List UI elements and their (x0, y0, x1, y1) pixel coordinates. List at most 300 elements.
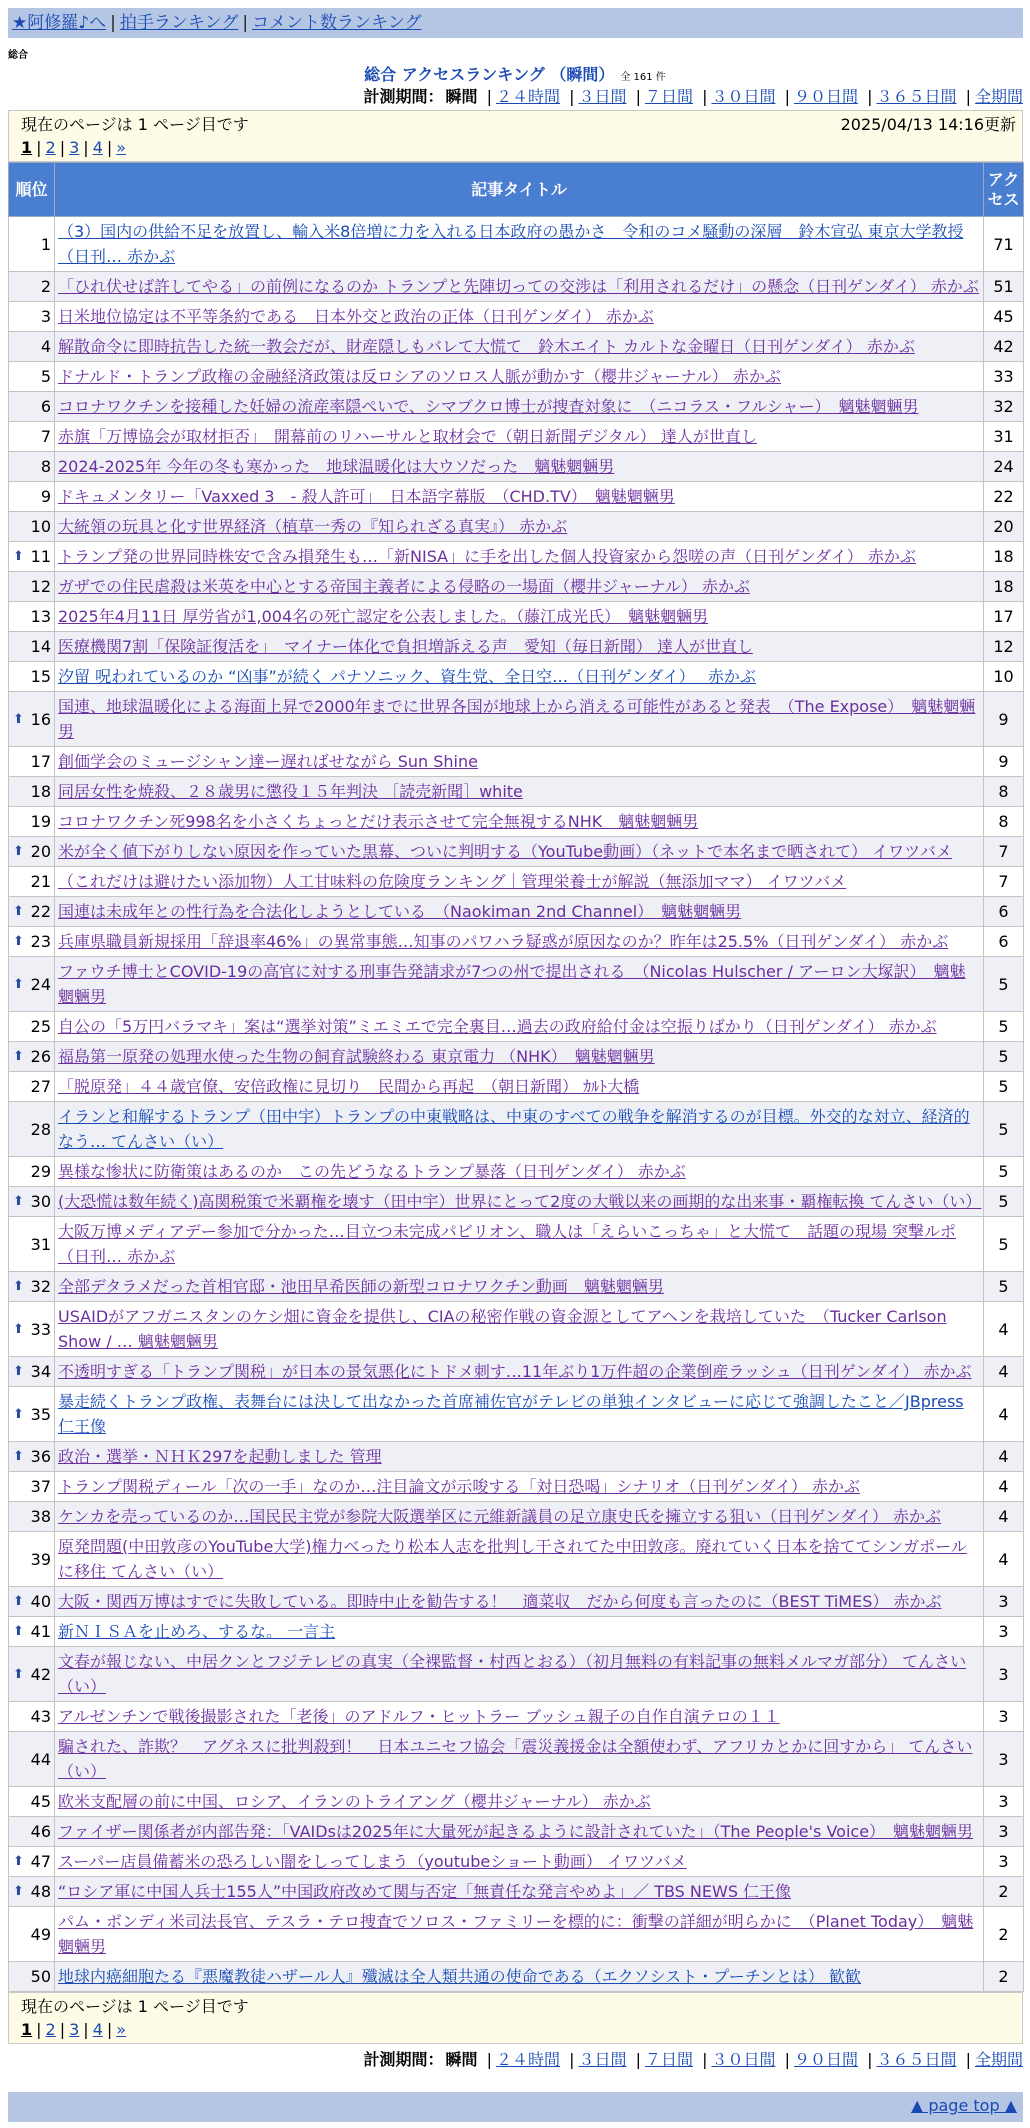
up-arrow-icon: ⬆ (13, 1594, 24, 1609)
article-title-link[interactable]: 日米地位協定は不平等条約である 日本外交と政治の正体（日刊ゲンダイ） 赤かぶ (58, 307, 654, 326)
rank-cell (9, 512, 55, 542)
article-title-link[interactable]: 異様な惨状に防衛策はあるのか この先どうなるトランプ暴落（日刊ゲンダイ） 赤かぶ (58, 1162, 686, 1181)
rank-number: 20 (30, 842, 51, 861)
rank-cell (9, 957, 55, 1012)
up-arrow-icon: ⬆ (13, 1884, 24, 1899)
up-arrow-icon: ⬆ (13, 1624, 24, 1639)
access-count: 3 (984, 1787, 1024, 1817)
article-title-link[interactable]: 不透明すぎる「トランプ関税」が日本の景気悪化にトドメ刺す…11年ぶり1万件超の企業倒産ラッシュ（日刊ゲンダイ） 赤かぶ (58, 1362, 972, 1381)
rank-number: 28 (30, 1119, 51, 1139)
rank-number: 25 (30, 1017, 51, 1036)
article-title-link[interactable]: コロナワクチン死998名を小さくちょっとだけ表示させて完全無視するNHK 魑魅魍魎男 (58, 812, 699, 831)
title-cell (55, 1072, 984, 1102)
table-row (9, 1387, 1024, 1442)
up-arrow-icon: ⬆ (13, 1279, 24, 1294)
rank-number: 8 (40, 457, 51, 476)
rank-cell (9, 452, 55, 482)
title-header: 記事タイトル (55, 163, 984, 217)
rank-number: 41 (30, 1622, 51, 1641)
table-row (9, 1617, 1024, 1647)
article-title-link[interactable]: 文春が報じない、中居クンとフジテレビの真実（全裸監督・村西とおる）（初月無料の有料記事の無料メルマガ部分） てんさい（い） (58, 1652, 967, 1696)
up-arrow-icon: ⬆ (13, 711, 24, 727)
article-title-link[interactable]: 医療機関7割「保険証復活を」 マイナー体化で負担増訴える声 愛知（毎日新聞） 達人が世直し (58, 637, 753, 656)
table-row (9, 1442, 1024, 1472)
rank-cell (9, 392, 55, 422)
page-4-link[interactable]: 4 (92, 2020, 103, 2039)
rank-cell (9, 1907, 55, 1962)
period-current: 瞬間 (445, 87, 478, 106)
rank-number: 39 (30, 1549, 51, 1569)
rank-cell (9, 1072, 55, 1102)
title-cell (55, 1272, 984, 1302)
rank-cell (9, 1102, 55, 1157)
access-count: 4 (984, 1387, 1024, 1442)
table-row (9, 1787, 1024, 1817)
rank-number: 13 (30, 607, 51, 626)
rank-number: 30 (30, 1192, 51, 1211)
access-count: 32 (984, 392, 1024, 422)
up-arrow-icon: ⬆ (13, 1854, 24, 1869)
rank-cell (9, 1847, 55, 1877)
article-title-link[interactable]: イランと和解するトランプ（田中宇）トランプの中東戦略は、中東のすべての戦争を解消するのが目標。外交的な対立、経済的なう… てんさい（い） (58, 1107, 970, 1151)
access-count: 3 (984, 1702, 1024, 1732)
title-cell (55, 1442, 984, 1472)
page-links: 1 | 2 | 3 | 4 | » (21, 2020, 127, 2039)
rank-cell (9, 1502, 55, 1532)
rank-cell (9, 807, 55, 837)
title-cell (55, 452, 984, 482)
rank-cell (9, 1387, 55, 1442)
article-title-link[interactable]: 創価学会のミュージシャン達ー遅ればせながら Sun Shine (58, 752, 478, 771)
access-count: 6 (984, 897, 1024, 927)
rank-number: 10 (30, 517, 51, 536)
table-row (9, 632, 1024, 662)
table-row (9, 482, 1024, 512)
access-count: 4 (984, 1302, 1024, 1357)
rank-number: 34 (30, 1362, 51, 1381)
rank-number: 26 (30, 1047, 51, 1066)
access-count: 9 (984, 747, 1024, 777)
article-title-link[interactable]: 「ひれ伏せば許してやる」の前例になるのか トランプと先陣切っての交渉は「利用されるだけ」の懸念（日刊ゲンダイ） 赤かぶ (58, 277, 979, 296)
rank-number: 2 (40, 277, 51, 296)
table-row (9, 807, 1024, 837)
table-row (9, 1272, 1024, 1302)
rank-number: 32 (30, 1277, 51, 1296)
table-row (9, 867, 1024, 897)
period-7d[interactable]: ７日間 (644, 87, 693, 106)
rank-cell (9, 1157, 55, 1187)
article-title-link[interactable]: 大統領の玩具と化す世界経済（植草一秀の『知られざる真実』） 赤かぶ (58, 517, 568, 536)
rank-cell (9, 1357, 55, 1387)
table-row (9, 217, 1024, 272)
article-title-link[interactable]: 原発問題(中田敦彦のYouTube大学)権力べったり松本人志を批判し干されてた中田敦彦。廃れていく日本を捨ててシンガポールに移住 てんさい（い） (58, 1537, 967, 1581)
title-cell (55, 777, 984, 807)
title-cell (55, 302, 984, 332)
title-cell (55, 362, 984, 392)
rank-number: 31 (30, 1234, 51, 1254)
article-title-link[interactable]: ドキュメンタリー「Vaxxed 3 - 殺人許可」 日本語字幕版 （CHD.TV） 魑魅魍魎男 (58, 487, 675, 506)
access-count: 51 (984, 272, 1024, 302)
title-cell (55, 747, 984, 777)
total-count: 全 161 件 (620, 72, 666, 83)
title-cell (55, 807, 984, 837)
page-links: 1 | 2 | 3 | 4 | » (21, 138, 127, 157)
ranking-heading (0, 62, 1030, 85)
article-title-link[interactable]: 政治・選挙・ＮＨＫ297を起動しました 管理 (58, 1447, 382, 1466)
table-row (9, 927, 1024, 957)
title-cell (55, 572, 984, 602)
rank-cell (9, 1587, 55, 1617)
rank-number: 21 (30, 872, 51, 891)
access-count: 10 (984, 662, 1024, 692)
rank-cell (9, 1012, 55, 1042)
up-arrow-icon: ⬆ (13, 1364, 24, 1379)
table-row (9, 452, 1024, 482)
table-row (9, 1732, 1024, 1787)
title-cell (55, 1502, 984, 1532)
rank-cell (9, 1302, 55, 1357)
article-title-link[interactable]: 大阪万博メディアデー参加で分かった…目立つ未完成パビリオン、職人は「えらいこっちゃ」と大慌て 話題の現場 突撃ルポ（日刊… 赤かぶ (58, 1222, 957, 1266)
title-cell (55, 837, 984, 867)
table-row (9, 1962, 1024, 1992)
access-count: 8 (984, 807, 1024, 837)
article-title-link[interactable]: USAIDがアフガニスタンのケシ畑に資金を提供し、CIAの秘密作戦の資金源としてアヘンを栽培していた （Tucker Carlson Show / … 魑魅魍魎男 (58, 1307, 947, 1351)
access-count: 3 (984, 1847, 1024, 1877)
article-title-link[interactable]: 2025年4月11日 厚労省が1,004名の死亡認定を公表しました。（藤江成光氏） 魑魅魍魎男 (58, 607, 709, 626)
rank-number: 29 (30, 1162, 51, 1181)
table-row (9, 957, 1024, 1012)
title-cell (55, 1472, 984, 1502)
rank-number: 6 (40, 397, 51, 416)
rank-cell (9, 1272, 55, 1302)
table-row (9, 1072, 1024, 1102)
table-row (9, 1357, 1024, 1387)
rank-cell (9, 1532, 55, 1587)
article-title-link[interactable]: 自公の「5万円バラマキ」案は“選挙対策”ミエミエで完全裏目…過去の政府給付金は空振りばかり（日刊ゲンダイ） 赤かぶ (58, 1017, 937, 1036)
rank-number: 40 (30, 1592, 51, 1611)
page-current: 1 (21, 2020, 33, 2039)
page-4-link[interactable]: 4 (92, 138, 103, 157)
rank-number: 7 (40, 427, 51, 446)
rank-number: 35 (30, 1404, 51, 1424)
rank-cell (9, 692, 55, 747)
pager-top (8, 110, 1023, 162)
rank-number: 12 (30, 577, 51, 596)
article-title-link[interactable]: 騙された、詐欺？ アグネスに批判殺到！ 日本ユニセフ協会「震災義援金は全額使わず、アフリカとかに回すから」 てんさい（い） (58, 1737, 973, 1781)
table-row (9, 1187, 1024, 1217)
rank-cell (9, 1877, 55, 1907)
rank-cell (9, 897, 55, 927)
article-title-link[interactable]: 地球内癌細胞たる『悪魔教徒ハザール人』殲滅は全人類共通の使命である（エクソシスト・プーチンとは） 歓歓 (58, 1967, 862, 1986)
applause-ranking-link[interactable]: 拍手ランキング (119, 13, 239, 33)
period-90d[interactable]: ９０日間 (793, 87, 858, 106)
title-cell (55, 927, 984, 957)
rank-number: 22 (30, 902, 51, 921)
rank-number: 49 (30, 1924, 51, 1944)
period-selector-top: 計測期間： 瞬間 | ２４時間 | ３日間 | ７日間 | ３０日間 | ９０日間 | ３６５日間 | 全期間 (363, 87, 1023, 106)
title-cell (55, 1617, 984, 1647)
access-count: 2 (984, 1877, 1024, 1907)
article-title-link[interactable]: ケンカを売っているのか…国民民主党が参院大阪選挙区に元維新議員の足立康史氏を擁立する狙い（日刊ゲンダイ） 赤かぶ (58, 1507, 942, 1526)
article-title-link[interactable]: ファウチ博士とCOVID-19の高官に対する刑事告発請求が7つの州で提出される （Nicolas Hulscher / アーロン大塚訳） 魑魅魍魎男 (58, 962, 966, 1006)
table-row (9, 1647, 1024, 1702)
title-cell (55, 1012, 984, 1042)
period-24h[interactable]: ２４時間 (495, 2050, 560, 2069)
access-count: 4 (984, 1472, 1024, 1502)
rank-cell (9, 362, 55, 392)
article-title-link[interactable]: ファイザー関係者が内部告発：「VAIDsは2025年に大量死が起きるように設計されていた」（The People's Voice） 魑魅魍魎男 (58, 1822, 974, 1841)
rank-cell (9, 572, 55, 602)
access-count: 5 (984, 1072, 1024, 1102)
period-365d[interactable]: ３６５日間 (876, 2050, 957, 2069)
title-cell (55, 1702, 984, 1732)
title-cell (55, 1877, 984, 1907)
title-cell (55, 1647, 984, 1702)
table-row (9, 662, 1024, 692)
rank-number: 16 (30, 709, 51, 729)
rank-cell (9, 837, 55, 867)
rank-number: 4 (40, 337, 51, 356)
rank-number: 19 (30, 812, 51, 831)
title-cell (55, 1157, 984, 1187)
period-30d[interactable]: ３０日間 (711, 2050, 776, 2069)
rank-number: 15 (30, 667, 51, 686)
access-count: 4 (984, 1502, 1024, 1532)
table-row (9, 1217, 1024, 1272)
period-3d[interactable]: ３日間 (578, 87, 627, 106)
access-count: 4 (984, 1532, 1024, 1587)
access-count: 20 (984, 512, 1024, 542)
article-title-link[interactable]: （これだけは避けたい添加物）人工甘味料の危険度ランキング｜管理栄養士が解説（無添加ママ） イワツバメ (58, 872, 847, 891)
article-title-link[interactable]: 兵庫県職員新規採用「辞退率46%」の異常事態…知事のパワハラ疑惑が原因なのか？昨年は25.5%（日刊ゲンダイ） 赤かぶ (58, 932, 949, 951)
table-row (9, 747, 1024, 777)
article-title-link[interactable]: 米が全く値下がりしない原因を作っていた黒幕、ついに判明する（YouTube動画）（ネットで本名まで晒されて） イワツバメ (58, 842, 952, 861)
rank-number: 3 (40, 307, 51, 326)
article-title-link[interactable]: アルゼンチンで戦後撮影された「老後」のアドルフ・ヒットラー ブッシュ親子の自作自演テロの１１ (58, 1707, 780, 1726)
rank-cell (9, 332, 55, 362)
rank-cell (9, 1042, 55, 1072)
article-title-link[interactable]: (大恐慌は数年続く)高関税策で米覇権を壊す（田中宇）世界にとって2度の大戦以来の画期的な出来事・覇権転換 てんさい（い） (58, 1192, 982, 1211)
table-row (9, 837, 1024, 867)
article-title-link[interactable]: 赤旗「万博協会が取材拒否」 開幕前のリハーサルと取材会で（朝日新聞デジタル） 達人が世直し (58, 427, 757, 446)
access-count: 5 (984, 957, 1024, 1012)
table-row (9, 1817, 1024, 1847)
rank-cell (9, 632, 55, 662)
access-count: 2 (984, 1962, 1024, 1992)
rank-cell (9, 1732, 55, 1787)
period-365d[interactable]: ３６５日間 (876, 87, 957, 106)
table-row (9, 1847, 1024, 1877)
access-count: 3 (984, 1647, 1024, 1702)
rank-number: 5 (40, 367, 51, 386)
article-title-link[interactable]: ガザでの住民虐殺は米英を中心とする帝国主義者による侵略の一場面（櫻井ジャーナル） 赤かぶ (58, 577, 750, 596)
title-cell (55, 602, 984, 632)
access-count: 7 (984, 867, 1024, 897)
rank-number: 23 (30, 932, 51, 951)
up-arrow-icon: ⬆ (13, 976, 24, 992)
rank-cell (9, 1617, 55, 1647)
article-title-link[interactable]: 新ＮＩＳＡを止めろ、するな。 一言主 (58, 1622, 336, 1641)
up-arrow-icon: ⬆ (13, 1321, 24, 1337)
period-all[interactable]: 全期間 (974, 2050, 1023, 2069)
table-row (9, 602, 1024, 632)
article-title-link[interactable]: トランプ関税ディール「次の一手」なのか…注目論文が示唆する「対日恐喝」シナリオ（日刊ゲンダイ） 赤かぶ (58, 1477, 861, 1496)
access-count: 18 (984, 542, 1024, 572)
period-3d[interactable]: ３日間 (578, 2050, 627, 2069)
table-row (9, 572, 1024, 602)
next-page-link[interactable]: » (116, 138, 127, 157)
rank-cell (9, 662, 55, 692)
table-header-row (9, 163, 1024, 217)
article-title-link[interactable]: 汐留 呪われているのか “凶事”が続く パナソニック、資生党、全日空…（日刊ゲンダイ） 赤かぶ (58, 667, 756, 686)
title-cell (55, 1847, 984, 1877)
title-cell (55, 392, 984, 422)
up-arrow-icon: ⬆ (13, 1666, 24, 1682)
up-arrow-icon: ⬆ (13, 549, 24, 564)
table-row (9, 272, 1024, 302)
bottom-navigation (8, 2092, 1023, 2122)
rank-number: 11 (30, 547, 51, 566)
rank-number: 36 (30, 1447, 51, 1466)
period-all[interactable]: 全期間 (974, 87, 1023, 106)
title-cell (55, 867, 984, 897)
table-row (9, 422, 1024, 452)
article-title-link[interactable]: パム・ボンディ米司法長官、テスラ・テロ捜査でソロス・ファミリーを標的に：衝撃の詳細が明らかに （Planet Today） 魑魅魍魎男 (58, 1912, 974, 1956)
article-title-link[interactable]: 国連は未成年との性行為を合法化しようとしている （Naokiman 2nd Channel） 魑魅魍魎男 (58, 902, 742, 921)
title-cell (55, 957, 984, 1012)
rank-cell (9, 777, 55, 807)
article-title-link[interactable]: 大阪・関西万博はすでに失敗している。即時中止を勧告する！ 適菜収 だから何度も言ったのに（BEST TiMES） 赤かぶ (58, 1592, 942, 1611)
period-label: 計測期間： (363, 2050, 444, 2069)
page-2-link[interactable]: 2 (45, 138, 56, 157)
article-title-link[interactable]: 解散命令に即時抗告した統一教会だが、財産隠しもバレて大慌て 鈴木エイト カルトな金曜日（日刊ゲンダイ） 赤かぶ (58, 337, 915, 356)
article-title-link[interactable]: 欧米支配層の前に中国、ロシア、イランのトライアング（櫻井ジャーナル） 赤かぶ (58, 1792, 651, 1811)
up-arrow-icon: ⬆ (13, 934, 24, 949)
access-count: 5 (984, 1187, 1024, 1217)
rank-cell (9, 302, 55, 332)
page-3-link[interactable]: 3 (69, 138, 80, 157)
period-selector-bottom: 計測期間： 瞬間 | ２４時間 | ３日間 | ７日間 | ３０日間 | ９０日間 | ３６５日間 | 全期間 (363, 2050, 1023, 2069)
article-title-link[interactable]: 「脱原発」４４歳官僚、安倍政権に見切り 民間から再起 （朝日新聞） ｶﾙﾄ大橋 (58, 1077, 640, 1096)
article-title-link[interactable]: 全部デタラメだった首相官邸・池田早希医師の新型コロナワクチン動画 魑魅魍魎男 (58, 1277, 664, 1296)
access-count: 71 (984, 217, 1024, 272)
table-row (9, 1587, 1024, 1617)
rank-cell (9, 1787, 55, 1817)
table-row (9, 362, 1024, 392)
rank-cell (9, 1442, 55, 1472)
article-title-link[interactable]: スーパー店員備蓄米の恐ろしい闇をしってしまう（youtubeショート動画） イワツバメ (58, 1852, 687, 1871)
rank-cell (9, 867, 55, 897)
access-header: アクセス (984, 163, 1024, 217)
title-cell (55, 422, 984, 452)
article-title-link[interactable]: 国連、地球温暖化による海面上昇で2000年までに世界各国が地球上から消える可能性があると発表 （The Expose） 魑魅魍魎男 (58, 697, 976, 741)
period-30d[interactable]: ３０日間 (711, 87, 776, 106)
access-count: 33 (984, 362, 1024, 392)
rank-number: 44 (30, 1749, 51, 1769)
article-title-link[interactable]: トランプ発の世界同時株安で含み損発生も…「新NISA」に手を出した個人投資家から怨嗟の声（日刊ゲンダイ） 赤かぶ (58, 547, 916, 566)
access-count: 17 (984, 602, 1024, 632)
page-2-link[interactable]: 2 (45, 2020, 56, 2039)
title-cell (55, 1587, 984, 1617)
access-count: 24 (984, 452, 1024, 482)
up-arrow-icon: ⬆ (13, 904, 24, 919)
table-row (9, 1157, 1024, 1187)
article-title-link[interactable]: 2024-2025年 今年の冬も寒かった 地球温暖化は大ウソだった 魑魅魍魎男 (58, 457, 615, 476)
rank-number: 18 (30, 782, 51, 801)
up-arrow-icon: ⬆ (13, 1194, 24, 1209)
page-top-link[interactable]: ▲ page top ▲ (910, 2096, 1017, 2115)
access-count: 3 (984, 1817, 1024, 1847)
access-count: 5 (984, 1102, 1024, 1157)
title-cell (55, 512, 984, 542)
title-cell (55, 632, 984, 662)
page-title: 総合 アクセスランキング （瞬間） (364, 65, 615, 84)
title-cell (55, 1817, 984, 1847)
rank-number: 9 (40, 487, 51, 506)
period-90d[interactable]: ９０日間 (793, 2050, 858, 2069)
rank-cell (9, 747, 55, 777)
rank-cell (9, 422, 55, 452)
up-arrow-icon: ⬆ (13, 1449, 24, 1464)
period-24h[interactable]: ２４時間 (495, 87, 560, 106)
up-arrow-icon: ⬆ (13, 844, 24, 859)
article-title-link[interactable]: コロナワクチンを接種した妊婦の流産率隠ぺいで、シマブクロ博士が捜査対象に （ニコラス・フルシャー） 魑魅魍魎男 (58, 397, 919, 416)
article-title-link[interactable]: 同居女性を焼殺、２８歳男に懲役１５年判決 ［読売新聞］white (58, 782, 523, 801)
rank-number: 48 (30, 1882, 51, 1901)
table-row (9, 392, 1024, 422)
access-count: 9 (984, 692, 1024, 747)
rank-cell (9, 1647, 55, 1702)
access-count: 2 (984, 1907, 1024, 1962)
rank-cell (9, 217, 55, 272)
rank-cell (9, 602, 55, 632)
rank-number: 47 (30, 1852, 51, 1871)
article-title-link[interactable]: “ロシア軍に中国人兵士155人”中国政府改めて関与否定「無責任な発言やめよ」／ TBS NEWS 仁王像 (58, 1882, 792, 1901)
rank-number: 24 (30, 974, 51, 994)
title-cell (55, 1732, 984, 1787)
rank-number: 43 (30, 1707, 51, 1726)
access-count: 8 (984, 777, 1024, 807)
title-cell (55, 1962, 984, 1992)
access-count: 4 (984, 1442, 1024, 1472)
comment-ranking-link[interactable]: コメント数ランキング (252, 13, 422, 33)
rank-cell (9, 542, 55, 572)
access-count: 7 (984, 837, 1024, 867)
home-link[interactable]: ★阿修羅♪へ (12, 13, 107, 33)
table-row (9, 1102, 1024, 1157)
title-cell (55, 272, 984, 302)
page-3-link[interactable]: 3 (69, 2020, 80, 2039)
rank-number: 42 (30, 1664, 51, 1684)
access-count: 31 (984, 422, 1024, 452)
article-title-link[interactable]: 福島第一原発の処理水使った生物の飼育試験終わる 東京電力 （NHK） 魑魅魍魎男 (58, 1047, 655, 1066)
table-row (9, 1907, 1024, 1962)
rank-cell (9, 1817, 55, 1847)
title-cell (55, 692, 984, 747)
article-title-link[interactable]: 暴走続くトランプ政権、表舞台には決して出なかった首席補佐官がテレビの単独インタビューに応じて強調したこと／JBpress 仁王像 (58, 1392, 964, 1436)
ranking-table (8, 162, 1024, 1992)
title-cell (55, 542, 984, 572)
article-title-link[interactable]: （3）国内の供給不足を放置し、輸入米8倍増に力を入れる日本政府の愚かさ 令和のコメ騒動の深層 鈴木宣弘 東京大学教授（日刊… 赤かぶ (58, 222, 964, 266)
period-7d[interactable]: ７日間 (644, 2050, 693, 2069)
rank-cell (9, 482, 55, 512)
rank-cell (9, 1962, 55, 1992)
next-page-link[interactable]: » (116, 2020, 127, 2039)
title-cell (55, 1042, 984, 1072)
table-row (9, 542, 1024, 572)
article-title-link[interactable]: ドナルド・トランプ政権の金融経済政策は反ロシアのソロス人脈が動かす（櫻井ジャーナル） 赤かぶ (58, 367, 781, 386)
access-count: 18 (984, 572, 1024, 602)
